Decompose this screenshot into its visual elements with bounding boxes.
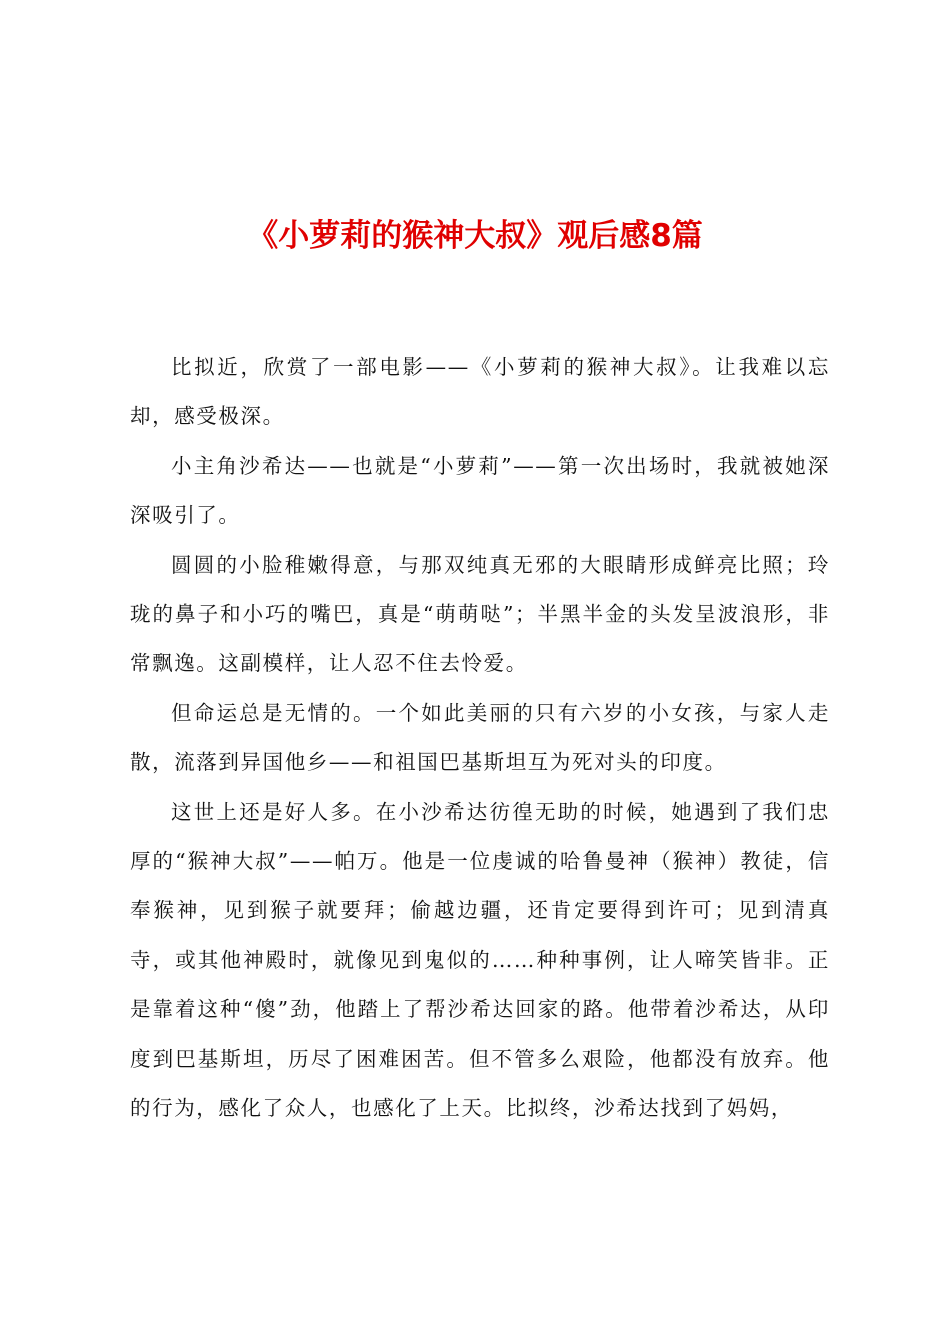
paragraph: 比拟近，欣赏了一部电影——《小萝莉的猴神大叔》。让我难以忘却，感受极深。	[130, 355, 830, 429]
document-body	[130, 343, 830, 1134]
document-title: 《小萝莉的猴神大叔》观后感8篇	[247, 218, 703, 254]
paragraph: 但命运总是无情的。一个如此美丽的只有六岁的小女孩，与家人走散，流落到异国他乡——和祖国巴基斯坦互为死对头的印度。	[130, 700, 830, 775]
paragraph: 圆圆的小脸稚嫩得意，与那双纯真无邪的大眼睛形成鲜亮比照；玲珑的鼻子和小巧的嘴巴，真是“萌萌哒”；半黑半金的头发呈波浪形，非常飘逸。这副模样，让人忍不住去怜爱。	[130, 552, 830, 676]
paragraph: 小主角沙希达——也就是“小萝莉”——第一次出场时，我就被她深深吸引了。	[130, 453, 830, 528]
paragraph: 这世上还是好人多。在小沙希达彷徨无助的时候，她遇到了我们忠厚的“猴神大叔”——帕万。他是一位虔诚的哈鲁曼神（猴神）教徒，信奉猴神，见到猴子就要拜；偷越边疆，还肯定要得到许可；见到清真寺，或其他神殿时，就像见到鬼似的……种种事例，让人啼笑皆非。正是靠着这种“傻”劲，他踏上了帮沙希达回家的路。他带着沙希达，从印度到巴基斯坦，历尽了困难困苦。但不管多么艰险，他都没有放弃。他的行为，感化了众人，也感化了上天。比拟终，沙希达找到了妈妈，	[130, 799, 830, 1121]
